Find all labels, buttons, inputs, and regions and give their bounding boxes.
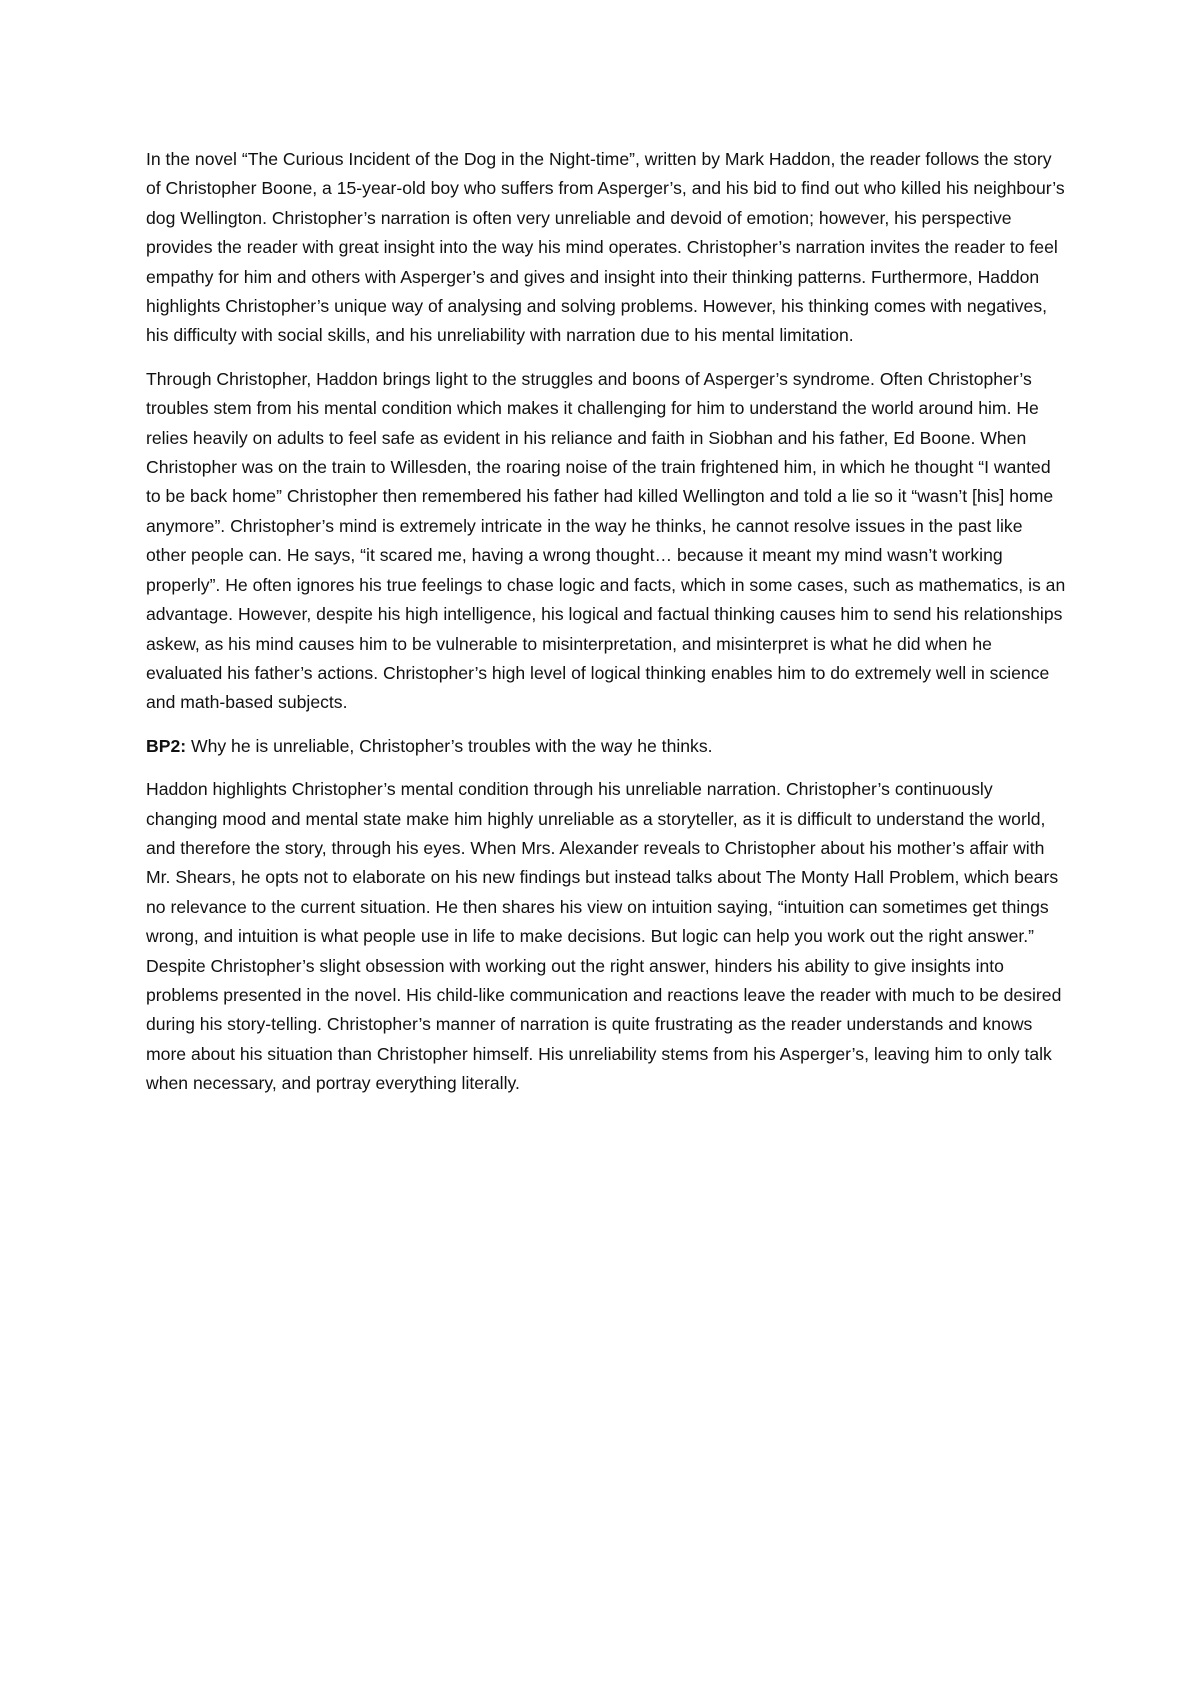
document-body bbox=[146, 145, 1066, 1113]
bp2-text: Why he is unreliable, Christopher’s troubles with the way he thinks. bbox=[186, 735, 713, 756]
paragraph-body-2: Haddon highlights Christopher’s mental condition through his unreliable narration. Christopher’s continuously changing mood and mental state make him highly unreliable as a storyteller, as it is difficult to understand the world, and therefore the story, through his eyes. When Mrs. Alexander reveals to Christopher about his mother’s affair with Mr. Shears, he opts not to elaborate on his new findings but instead talks about The Monty Hall Problem, which bears no relevance to the current situation. He then shares his view on intuition saying, “intuition can sometimes get things wrong, and intuition is what people use in life to make decisions. But logic can help you work out the right answer.” Despite Christopher’s slight obsession with working out the right answer, hinders his ability to give insights into problems presented in the novel. His child-like communication and reactions leave the reader with much to be desired during his story-telling. Christopher’s manner of narration is quite frustrating as the reader understands and knows more about his situation than Christopher himself. His unreliability stems from his Asperger’s, leaving him to only talk when necessary, and portray everything literally. bbox=[146, 779, 1062, 1094]
bp2-label: BP2: bbox=[146, 735, 187, 756]
paragraph-bp2-heading bbox=[146, 732, 1066, 761]
paragraph-body-1: Through Christopher, Haddon brings light to the struggles and boons of Asperger’s syndrome. Often Christopher’s troubles stem from his mental condition which makes it challenging for him to understand the world around him. He relies heavily on adults to feel safe as evident in his reliance and faith in Siobhan and his father, Ed Boone. When Christopher was on the train to Willesden, the roaring noise of the train frightened him, in which he thought “I wanted to be back home” Christopher then remembered his father had killed Wellington and told a lie so it “wasn’t [his] home anymore”. Christopher’s mind is extremely intricate in the way he thinks, he cannot resolve issues in the past like other people can. He says, “it scared me, having a wrong thought… because it meant my mind wasn’t working properly”. He often ignores his true feelings to chase logic and facts, which in some cases, such as mathematics, is an advantage. However, despite his high intelligence, his logical and factual thinking causes him to send his relationships askew, as his mind causes him to be vulnerable to misinterpretation, and misinterpret is what he did when he evaluated his father’s actions. Christopher’s high level of logical thinking enables him to do extremely well in science and math-based subjects. bbox=[146, 368, 1066, 713]
paragraph-introduction: In the novel “The Curious Incident of the Dog in the Night-time”, written by Mark Haddon, the reader follows the story of Christopher Boone, a 15-year-old boy who suffers from Asperger’s, and his bid to find out who killed his neighbour’s dog Wellington. Christopher’s narration is often very unreliable and devoid of emotion; however, his perspective provides the reader with great insight into the way his mind operates. Christopher’s narration invites the reader to feel empathy for him and others with Asperger’s and gives and insight into their thinking patterns. Furthermore, Haddon highlights Christopher’s unique way of analysing and solving problems. However, his thinking comes with negatives, his difficulty with social skills, and his unreliability with narration due to his mental limitation. bbox=[146, 149, 1065, 346]
